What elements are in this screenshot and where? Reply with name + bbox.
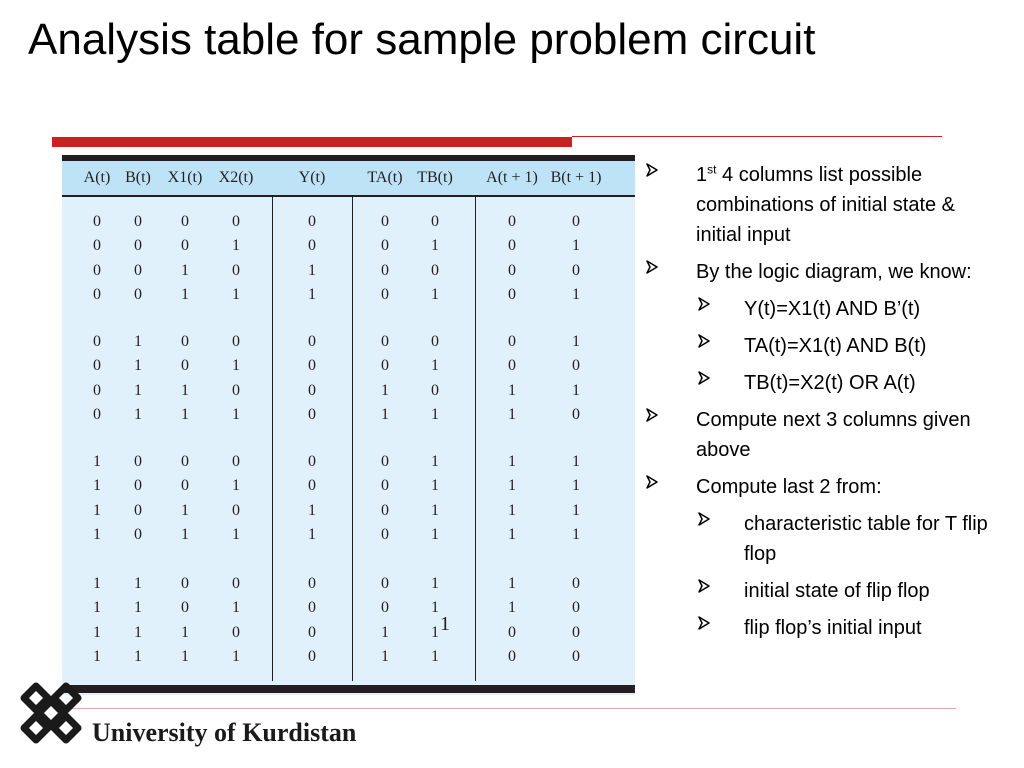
table-cell: 1 (431, 501, 439, 519)
table-cell: 1 (572, 381, 580, 399)
bullet-text: TA(t)=X1(t) AND B(t) (744, 335, 927, 357)
sub-bullet-item (644, 576, 1004, 606)
table-cell: 0 (181, 477, 189, 495)
column-header: B(t) (125, 169, 151, 186)
table-cell: 1 (93, 599, 101, 617)
table-cell: 1 (181, 501, 189, 519)
table-cell: 1 (232, 525, 240, 543)
table-cell: 0 (508, 237, 516, 255)
table-cell: 0 (232, 623, 240, 641)
table-cell: 1 (93, 623, 101, 641)
title-underline-line (572, 136, 942, 137)
table-cell: 0 (134, 501, 142, 519)
table-cell: 0 (134, 525, 142, 543)
table-cell: 0 (308, 477, 316, 495)
table-cell: 0 (232, 381, 240, 399)
table-cell: 0 (381, 501, 389, 519)
table-cell: 1 (572, 333, 580, 350)
table-cell: 1 (572, 453, 580, 470)
table-cell: 1 (508, 453, 516, 470)
table-cell: 0 (93, 261, 101, 279)
table-cell: 1 (431, 285, 439, 303)
table-cell: 1 (572, 525, 580, 543)
table-cell: 1 (572, 237, 580, 255)
arrow-bullet-icon (698, 579, 710, 593)
table-cell: 1 (134, 357, 142, 375)
table-cell: 1 (308, 261, 316, 279)
table-cell: 0 (508, 261, 516, 279)
arrow-bullet-icon (646, 163, 658, 177)
table-cell: 1 (508, 599, 516, 617)
table-cell: 0 (381, 477, 389, 495)
table-cell: 0 (572, 647, 580, 665)
table-cell: 1 (508, 501, 516, 519)
table-cell: 1 (431, 453, 439, 470)
table-cell: 0 (381, 213, 389, 230)
table-cell: 0 (181, 599, 189, 617)
sub-bullet-item (644, 509, 1004, 569)
column-header: A(t + 1) (486, 169, 538, 186)
table-cell: 0 (232, 213, 240, 230)
table-cell: 0 (308, 647, 316, 665)
table-cell: 0 (134, 237, 142, 255)
bullet-item (644, 160, 1004, 250)
table-cell: 0 (431, 261, 439, 279)
table-bottom-rule (62, 685, 635, 693)
table-cell: 0 (381, 525, 389, 543)
table-cell: 1 (381, 405, 389, 423)
table-cell: 0 (381, 599, 389, 617)
table-cell: 0 (181, 453, 189, 470)
table-cell: 0 (508, 647, 516, 665)
table-cell: 0 (308, 381, 316, 399)
bullet-text: flip flop’s initial input (744, 617, 922, 639)
table-cell: 1 (232, 357, 240, 375)
table-cell: 1 (93, 525, 101, 543)
table-cell: 0 (508, 285, 516, 303)
table-cell: 1 (181, 623, 189, 641)
table-cell: 0 (232, 261, 240, 279)
table-cell: 1 (232, 405, 240, 423)
arrow-bullet-icon (698, 297, 710, 311)
table-cell: 1 (508, 477, 516, 495)
bullet-item (644, 405, 1004, 465)
table-cell: 0 (134, 453, 142, 470)
bullet-text: characteristic table for T flip flop (744, 513, 988, 565)
table-cell: 0 (308, 453, 316, 470)
bullet-text: initial state of flip flop (744, 580, 930, 602)
table-cell: 1 (381, 623, 389, 641)
table-cell: 0 (508, 623, 516, 641)
table-cell: 1 (232, 599, 240, 617)
table-cell: 1 (134, 599, 142, 617)
table-header-rule (62, 195, 635, 197)
table-cell: 0 (93, 237, 101, 255)
table-cell: 0 (572, 357, 580, 375)
column-header: TA(t) (367, 169, 403, 186)
table-cell: 1 (431, 647, 439, 665)
arrow-bullet-icon (646, 408, 658, 422)
arrow-bullet-icon (698, 512, 710, 526)
table-cell: 0 (134, 213, 142, 230)
arrow-bullet-icon (698, 334, 710, 348)
sub-bullet-item (644, 294, 1004, 324)
table-cell: 0 (93, 381, 101, 399)
table-cell: 1 (93, 501, 101, 519)
table-cell: 0 (308, 333, 316, 350)
table-cell: 1 (308, 525, 316, 543)
table-cell: 0 (134, 261, 142, 279)
table-cell: 1 (181, 525, 189, 543)
table-cell: 1 (572, 285, 580, 303)
table-cell: 0 (381, 357, 389, 375)
sub-bullet-item (644, 368, 1004, 398)
table-cell: 1 (134, 381, 142, 399)
table-cell: 1 (134, 623, 142, 641)
table-cell: 0 (508, 333, 516, 350)
table-cell: 0 (93, 213, 101, 230)
table-cell: 1 (232, 647, 240, 665)
table-cell: 0 (232, 333, 240, 350)
table-cell: 0 (572, 599, 580, 617)
table-cell: 0 (572, 261, 580, 279)
table-cell: 0 (93, 405, 101, 423)
university-name: University of Kurdistan (92, 718, 357, 747)
table-cell: 0 (181, 213, 189, 230)
table-column-divider (352, 195, 353, 681)
table-cell: 1 (431, 623, 439, 641)
table-cell: 1 (431, 525, 439, 543)
table-cell: 1 (381, 647, 389, 665)
table-cell: 0 (232, 501, 240, 519)
table-cell: 1 (93, 647, 101, 665)
table-cell: 0 (381, 261, 389, 279)
table-cell: 0 (308, 575, 316, 592)
table-cell: 1 (134, 333, 142, 350)
table-cell: 0 (508, 213, 516, 230)
arrow-bullet-icon (698, 616, 710, 630)
table-cell: 1 (508, 525, 516, 543)
sub-bullet-item (644, 613, 1004, 643)
table-cell: 1 (572, 477, 580, 495)
table-cell: 1 (508, 381, 516, 399)
table-cell: 0 (93, 357, 101, 375)
table-cell: 0 (134, 477, 142, 495)
table-cell: 1 (181, 647, 189, 665)
table-cell: 0 (232, 575, 240, 592)
table-cell: 1 (572, 501, 580, 519)
table-cell: 1 (431, 405, 439, 423)
arrow-bullet-icon (698, 371, 710, 385)
table-cell: 0 (308, 237, 316, 255)
table-cell: 0 (181, 333, 189, 350)
table-cell: 1 (134, 405, 142, 423)
bullet-text: By the logic diagram, we know: (696, 261, 972, 283)
bullet-item (644, 257, 1004, 287)
analysis-table (62, 155, 635, 695)
university-logo-icon (14, 676, 88, 750)
column-header: B(t + 1) (550, 169, 602, 186)
table-cell: 0 (308, 623, 316, 641)
bullet-text: Compute next 3 columns given above (696, 409, 971, 461)
table-cell: 0 (181, 357, 189, 375)
table-cell: 1 (181, 405, 189, 423)
table-cell: 0 (308, 405, 316, 423)
table-cell: 1 (93, 453, 101, 470)
table-cell: 1 (232, 285, 240, 303)
table-cell: 1 (134, 647, 142, 665)
table-cell: 1 (232, 477, 240, 495)
table-cell: 0 (572, 575, 580, 592)
table-cell: 1 (181, 381, 189, 399)
sub-bullet-item (644, 331, 1004, 361)
table-cell: 0 (572, 623, 580, 641)
table-cell: 1 (431, 357, 439, 375)
bullet-text: Y(t)=X1(t) AND B’(t) (744, 298, 921, 320)
table-cell: 1 (431, 575, 439, 592)
table-cell: 0 (134, 285, 142, 303)
table-cell: 1 (134, 575, 142, 592)
table-cell: 0 (181, 237, 189, 255)
table-cell: 0 (431, 213, 439, 230)
table-cell: 0 (381, 285, 389, 303)
bullet-text-rest: 4 columns list possible combinations of initial state & initial input (696, 164, 956, 246)
table-cell: 1 (93, 477, 101, 495)
bullet-list (644, 160, 1004, 650)
table-cell: 0 (572, 213, 580, 230)
table-cell: 1 (431, 599, 439, 617)
bullet-text: 1 (696, 164, 708, 186)
table-cell: 0 (431, 333, 439, 350)
table-cell: 1 (431, 237, 439, 255)
table-cell: 1 (508, 405, 516, 423)
table-cell: 0 (93, 333, 101, 350)
title-underline-bar (52, 137, 572, 147)
table-cell: 0 (508, 357, 516, 375)
table-cell: 0 (381, 333, 389, 350)
table-cell: 1 (431, 477, 439, 495)
footer-divider (72, 708, 956, 709)
table-cell: 0 (308, 357, 316, 375)
table-cell: 1 (381, 381, 389, 399)
stray-mark: 1 (440, 613, 450, 635)
column-header: X2(t) (218, 169, 254, 186)
slide-title: Analysis table for sample problem circuit (28, 15, 816, 64)
table-column-divider (475, 195, 476, 681)
table-cell: 0 (572, 405, 580, 423)
table-cell: 1 (181, 261, 189, 279)
column-header: Y(t) (298, 169, 326, 186)
bullet-text: Compute last 2 from: (696, 476, 882, 498)
table-cell: 1 (181, 285, 189, 303)
table-cell: 1 (93, 575, 101, 592)
table-cell: 0 (381, 237, 389, 255)
table-cell: 0 (308, 599, 316, 617)
table-cell: 0 (381, 453, 389, 470)
column-header: X1(t) (167, 169, 203, 186)
table-cell: 1 (232, 237, 240, 255)
table-cell: 1 (308, 285, 316, 303)
table-cell: 1 (308, 501, 316, 519)
arrow-bullet-icon (646, 475, 658, 489)
table-cell: 0 (308, 213, 316, 230)
table-column-divider (272, 195, 273, 681)
column-header: TB(t) (417, 169, 453, 186)
bullet-item (644, 472, 1004, 502)
table-cell: 0 (181, 575, 189, 592)
table-cell: 0 (93, 285, 101, 303)
bullet-text: TB(t)=X2(t) OR A(t) (744, 372, 916, 394)
column-header: A(t) (83, 169, 111, 186)
table-header-row (62, 161, 635, 195)
table-cell: 0 (232, 453, 240, 470)
arrow-bullet-icon (646, 260, 658, 274)
bullet-superscript: st (707, 162, 717, 177)
table-cell: 0 (431, 381, 439, 399)
table-cell: 1 (508, 575, 516, 592)
table-cell: 0 (381, 575, 389, 592)
